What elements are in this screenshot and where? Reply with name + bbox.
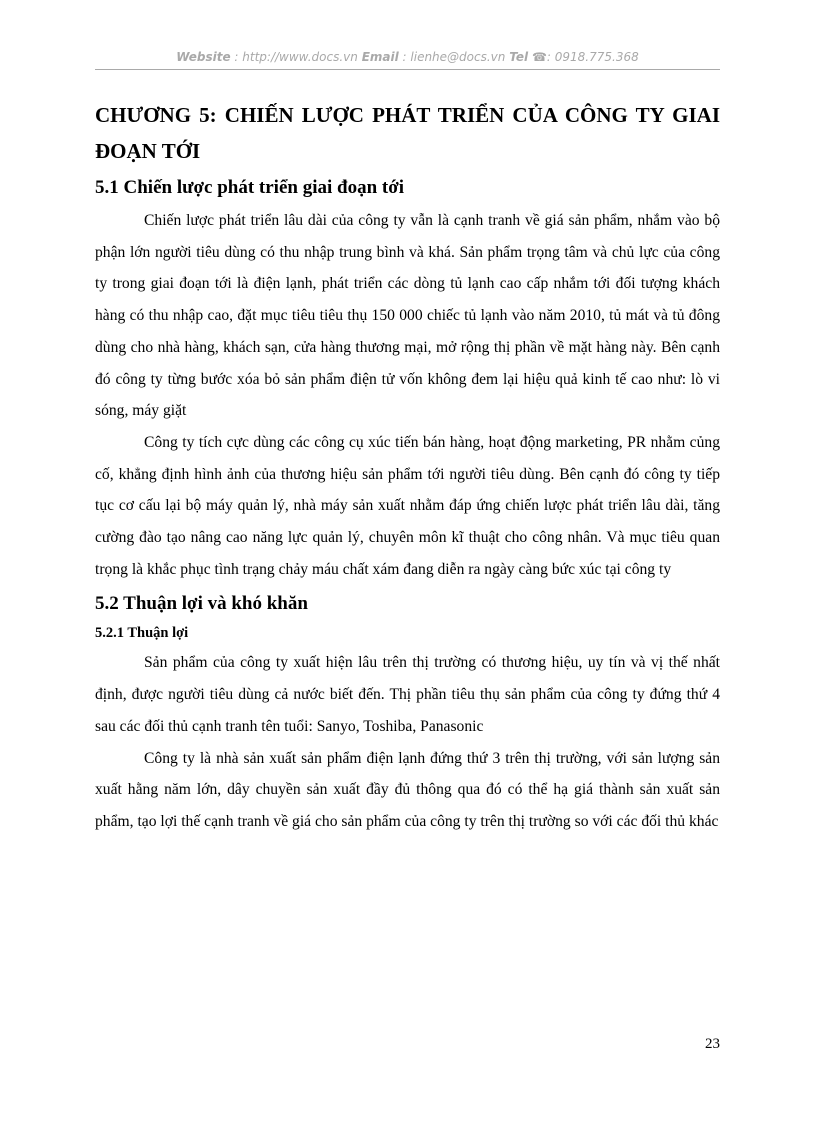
paragraph: Chiến lược phát triển lâu dài của công ty vẫn là cạnh tranh về giá sản phẩm, nhắm vào bộ phận lớn người tiêu dùng có thu nhập trung bình và khá. Sản phẩm trọng tâm và chủ lực của công ty trong giai đoạn tới là điện lạnh, phát triển các dòng tủ lạnh cao cấp nhắm tới đối tượng khách hàng có thu nhập cao, đặt mục tiêu tiêu thụ 150 000 chiếc tủ lạnh vào năm 2010, tủ mát và tủ đông dùng cho nhà hàng, khách sạn, cửa hàng thương mại, mở rộng thị phần về mặt hàng này. Bên cạnh đó công ty từng bước xóa bỏ sản phẩm điện tử vốn không đem lại hiệu quả kinh tế cao như: lò vi sóng, máy giặt	[95, 212, 720, 420]
section-heading-5-2: 5.2 Thuận lợi và khó khăn	[95, 593, 308, 615]
page-number: 23	[705, 1036, 720, 1052]
header-divider	[95, 69, 720, 70]
document-body	[95, 97, 720, 838]
tel-label: Tel	[509, 50, 529, 64]
page-header	[95, 50, 720, 64]
subsection-heading-5-2-1: 5.2.1 Thuận lợi	[95, 625, 189, 642]
phone-icon: ☎	[531, 50, 547, 64]
paragraph: Công ty tích cực dùng các công cụ xúc tiến bán hàng, hoạt động marketing, PR nhằm củng cố, khẳng định hình ảnh của thương hiệu sản phẩm tới người tiêu dùng. Bên cạnh đó công ty tiếp tục cơ cấu lại bộ máy quản lý, nhà máy sản xuất nhằm đáp ứng chiến lược phát triển lâu dài, tăng cường đào tạo nâng cao năng lực quản lý, chuyên môn kĩ thuật cho công nhân. Và mục tiêu quan trọng là khắc phục tình trạng chảy máu chất xám đang diễn ra ngày càng bức xúc tại công ty	[95, 433, 720, 578]
email-value: : lienhe@docs.vn	[402, 50, 506, 64]
chapter-title: CHƯƠNG 5: CHIẾN LƯỢC PHÁT TRIỂN CỦA CÔNG TY GIAI ĐOẠN TỚI	[95, 103, 720, 163]
paragraph: Công ty là nhà sản xuất sản phẩm điện lạnh đứng thứ 3 trên thị trường, với sản lượng sản xuất hằng năm lớn, dây chuyền sản xuất đầy đủ thông qua đó có thể hạ giá thành sản xuất sản phẩm, tạo lợi thế cạnh tranh về giá cho sản phẩm của công ty trên thị trường so với các đối thủ khác	[95, 749, 720, 830]
paragraph: Sản phẩm của công ty xuất hiện lâu trên thị trường có thương hiệu, uy tín và vị thế nhất định, được người tiêu dùng cả nước biết đến. Thị phần tiêu thụ sản phẩm của công ty đứng thứ 4 sau các đối thủ cạnh tranh tên tuổi: Sanyo, Toshiba, Panasonic	[95, 654, 720, 735]
tel-value: : 0918.775.368	[546, 50, 639, 64]
section-heading-5-1: 5.1 Chiến lược phát triển giai đoạn tới	[95, 177, 405, 198]
email-label: Email	[361, 50, 399, 64]
website-label: Website	[176, 50, 231, 64]
website-value: : http://www.docs.vn	[234, 50, 358, 64]
